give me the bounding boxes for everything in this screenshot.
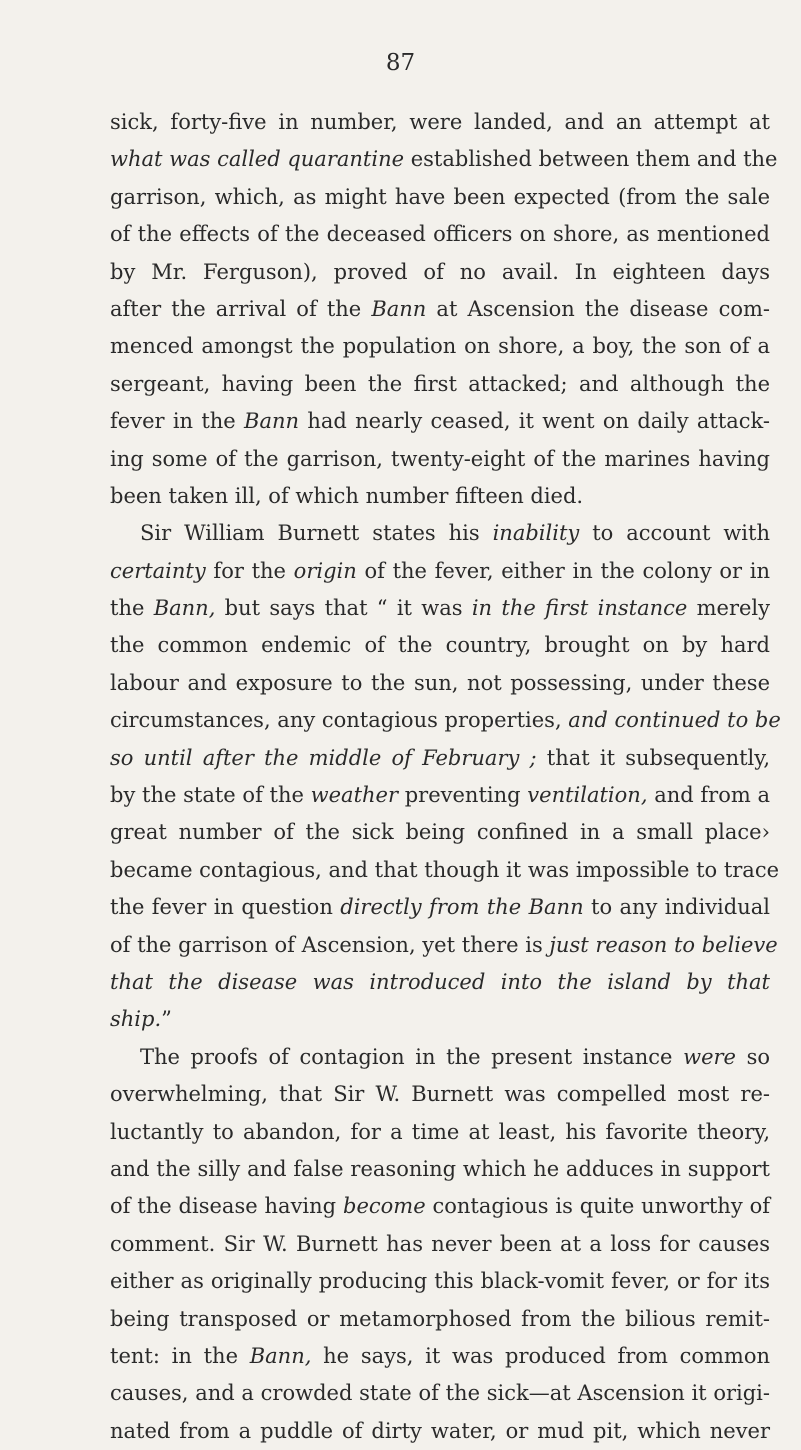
text-segment: comment. Sir W. Burnett has never been at a loss for causes <box>110 1231 770 1256</box>
text-line <box>110 627 770 664</box>
text-line <box>110 1413 770 1450</box>
text-segment: to account with <box>579 521 770 546</box>
italic-text: become <box>343 1194 426 1219</box>
text-segment: by the state of the <box>110 783 311 808</box>
text-segment: luctantly to abandon, for a time at least, his favorite theory, <box>110 1119 770 1144</box>
text-line <box>110 141 778 178</box>
italic-text: inability <box>492 521 580 546</box>
text-segment: that it subsequently, <box>536 745 770 770</box>
text-line <box>110 889 770 926</box>
italic-text: Bann <box>244 409 300 434</box>
text-segment: menced amongst the population on shore, a boy, the son of a <box>110 334 770 359</box>
italic-text: what was called quarantine <box>110 147 405 172</box>
text-segment: at Ascension the disease com- <box>426 296 770 321</box>
italic-text: directly from the Bann <box>340 895 584 920</box>
text-line <box>110 104 770 141</box>
text-segment: sick, forty-five in number, were landed, and an attempt at <box>110 110 770 134</box>
text-segment: so <box>735 1044 770 1069</box>
text-line <box>110 964 770 1001</box>
text-segment: nated from a puddle of dirty water, or mud pit, which never <box>110 1418 770 1443</box>
text-line <box>110 1114 770 1151</box>
text-segment: of the fever, either in the colony or in <box>356 558 770 583</box>
text-segment: great number of the sick being confined in a small place› <box>110 820 770 845</box>
text-line <box>110 291 770 328</box>
text-line <box>110 478 770 515</box>
text-segment: of the garrison of Ascension, yet there is <box>110 932 550 957</box>
text-segment: had nearly ceased, it went on daily attack- <box>299 409 770 434</box>
text-line <box>110 1263 770 1300</box>
text-segment: after the arrival of the <box>110 296 372 321</box>
text-segment: either as originally producing this black-vomit fever, or for its <box>110 1269 770 1294</box>
text-line <box>110 216 770 253</box>
text-segment: garrison, which, as might have been expected (from the sale <box>110 184 770 209</box>
text-segment: tent: in the <box>110 1343 250 1368</box>
body-text <box>110 104 781 1450</box>
italic-text: in the first instance <box>471 596 688 621</box>
text-line <box>110 740 770 777</box>
italic-text: ventilation, <box>527 783 648 808</box>
text-line <box>110 441 770 478</box>
text-line <box>110 777 770 814</box>
text-segment: contagious is quite unworthy of <box>425 1194 770 1219</box>
text-line <box>110 515 770 552</box>
text-line <box>110 814 770 851</box>
text-segment: been taken ill, of which number fifteen died. <box>110 483 584 508</box>
text-segment: fever in the <box>110 409 245 434</box>
text-segment: but says that “ it was <box>215 596 472 621</box>
text-segment: by Mr. Ferguson), proved of no avail. In eighteen days <box>110 259 770 284</box>
text-line <box>110 665 770 702</box>
text-line <box>110 852 780 889</box>
text-segment: the <box>110 596 154 621</box>
page-number: 87 <box>385 50 416 76</box>
text-line <box>110 1039 770 1076</box>
text-segment: and from a <box>647 783 770 808</box>
italic-text: so until after the middle of February ; <box>110 745 537 770</box>
text-line <box>110 1375 770 1412</box>
text-line <box>110 254 770 291</box>
text-line <box>110 179 770 216</box>
text-line <box>110 1076 770 1113</box>
text-line <box>110 590 770 627</box>
text-line <box>110 1226 770 1263</box>
italic-text: weather <box>310 783 399 808</box>
text-line <box>110 1151 770 1188</box>
text-segment: he says, it was produced from common <box>311 1343 770 1368</box>
text-segment: became contagious, and that though it was impossible to trace <box>110 857 780 882</box>
italic-text: ship. <box>110 1007 162 1032</box>
text-segment: overwhelming, that Sir W. Burnett was compelled most re- <box>110 1082 770 1107</box>
text-segment: for the <box>205 558 294 583</box>
text-segment: preventing <box>398 783 528 808</box>
italic-text: origin <box>293 558 357 583</box>
text-segment: The proofs of contagion in the present instance <box>140 1044 684 1069</box>
text-segment: sergeant, having been the first attacked; and although the <box>110 371 770 396</box>
italic-text: Bann, <box>249 1343 312 1368</box>
italic-text: Bann <box>371 296 427 321</box>
text-line <box>110 1338 770 1375</box>
text-line <box>110 1301 770 1338</box>
text-segment: established between them and the <box>404 147 778 172</box>
text-line <box>110 702 781 739</box>
italic-text: and continued to be <box>568 708 781 733</box>
text-line <box>110 553 770 590</box>
text-segment: Sir William Burnett states his <box>140 521 493 546</box>
text-line <box>110 328 770 365</box>
text-line <box>110 927 778 964</box>
text-segment: of the disease having <box>110 1194 343 1219</box>
text-segment: ” <box>161 1007 172 1032</box>
italic-text: were <box>683 1044 736 1069</box>
italic-text: certainty <box>110 558 206 583</box>
text-line <box>110 1188 770 1225</box>
text-segment: merely <box>687 596 770 621</box>
text-segment: causes, and a crowded state of the sick—at Ascension it origi- <box>110 1381 770 1406</box>
text-segment: being transposed or metamorphosed from the bilious remit- <box>110 1306 770 1331</box>
text-line <box>110 403 770 440</box>
text-segment: the fever in question <box>110 895 341 920</box>
text-segment: the common endemic of the country, brought on by hard <box>110 633 770 658</box>
text-line <box>110 366 770 403</box>
text-segment: circumstances, any contagious properties, <box>110 708 569 733</box>
text-segment: and the silly and false reasoning which he adduces in support <box>110 1156 770 1181</box>
text-segment: ing some of the garrison, twenty-eight of the marines having <box>110 446 770 471</box>
text-line <box>110 1001 770 1038</box>
text-segment: labour and exposure to the sun, not possessing, under these <box>110 670 770 695</box>
text-segment: of the effects of the deceased officers on shore, as mentioned <box>110 222 770 247</box>
italic-text: that the disease was introduced into the island by that <box>110 969 770 994</box>
text-segment: to any individual <box>583 895 770 920</box>
italic-text: Bann, <box>153 596 216 621</box>
italic-text: just reason to believe <box>549 932 778 957</box>
